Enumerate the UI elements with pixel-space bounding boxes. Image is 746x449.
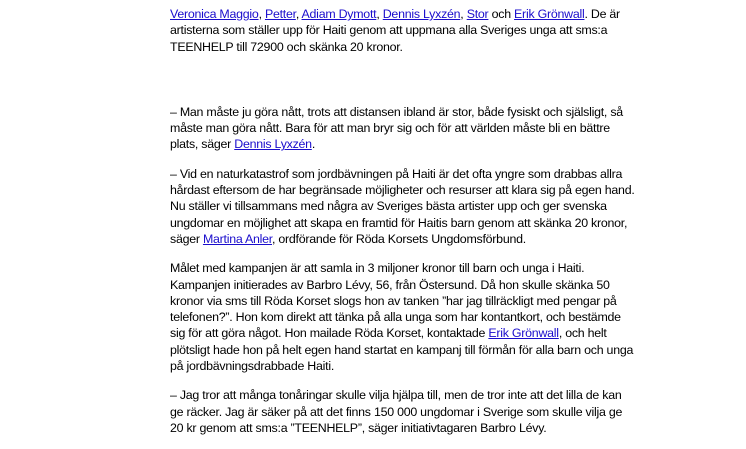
quote-end: , ordförande för Röda Korsets Ungdomsförbund. bbox=[272, 231, 526, 246]
quote-text: – Vid en naturkatastrof som jordbävningen på Haiti är det ofta yngre som drabbas allra hårdast eftersom de har begränsade möjligheter och resurser att klara sig på egen hand. Nu ställer vi tillsammans med några av Sveriges bästa artister upp och ger svenska ungdomar en möjlighet att skapa en framtid för Haitis barn genom att skänka 20 kronor, säger bbox=[170, 166, 635, 246]
article-body bbox=[170, 6, 636, 449]
link-martina-anler[interactable]: Martina Anler bbox=[202, 231, 273, 246]
paragraph-quote-levy bbox=[170, 387, 636, 436]
intro-text: . De är artisterna som ställer upp för Haiti genom att uppmana alla Sveriges unga att sms:a TEENHELP till 72900 och skänka 20 kronor. bbox=[170, 7, 620, 54]
separator: , bbox=[258, 7, 265, 21]
separator: , bbox=[295, 7, 302, 21]
link-erik-gronwall-contact[interactable]: Erik Grönwall bbox=[488, 326, 559, 341]
quote-end: . bbox=[311, 137, 316, 152]
paragraph-quote-anler bbox=[170, 166, 636, 247]
link-dennis-lyxzen[interactable]: Dennis Lyxzén bbox=[382, 7, 461, 21]
quote-text: – Jag tror att många tonåringar skulle vilja hjälpa till, men de tror inte att det lilla de kan ge räcker. Jag är säker på att det finns 150 000 ungdomar i Sverige som skulle vilja ge 20 kr genom att sms:a ”TEENHELP”, säger initiativtagaren Barbro Lévy. bbox=[170, 388, 623, 435]
quote-text: – Man måste ju göra nått, trots att distansen ibland är stor, både fysiskt och själsligt, så måste man göra nått. Bara för att man bryr sig och för att världen måste bli en bättre plats, säger bbox=[170, 104, 623, 152]
separator: , bbox=[460, 7, 467, 21]
link-dennis-lyxzen-quote[interactable]: Dennis Lyxzén bbox=[234, 137, 312, 152]
link-veronica-maggio[interactable]: Veronica Maggio bbox=[170, 7, 259, 21]
link-stor[interactable]: Stor bbox=[466, 7, 489, 21]
separator: , bbox=[376, 7, 383, 21]
link-adiam-dymott[interactable]: Adiam Dymott bbox=[301, 7, 377, 21]
paragraph-intro bbox=[170, 6, 636, 55]
paragraph-campaign-goal bbox=[170, 260, 636, 374]
link-erik-gronwall[interactable]: Erik Grönwall bbox=[514, 7, 585, 21]
paragraph-quote-lyxzen bbox=[170, 104, 636, 153]
body-text: Målet med kampanjen är att samla in 3 miljoner kronor till barn och unga i Haiti. Kampanjen initierades av Barbro Lévy, 56, från Östersund. Då hon skulle skänka 50 kronor via sms till Röda Korset slogs hon av tanken ”har jag tillräckligt med pengar på telefonen?”. Hon kom direkt att tänka på alla unga som har kontantkort, och bestämde sig för att göra något. Hon mailade Röda Korset, kontaktade bbox=[170, 261, 621, 341]
conjunction-och: och bbox=[488, 7, 515, 21]
link-petter[interactable]: Petter bbox=[264, 7, 296, 21]
body-text-end: , och helt plötsligt hade hon på helt egen hand startat en kampanj till förmån för alla barn och unga på jordbävningsdrabbade Haiti. bbox=[170, 326, 634, 374]
